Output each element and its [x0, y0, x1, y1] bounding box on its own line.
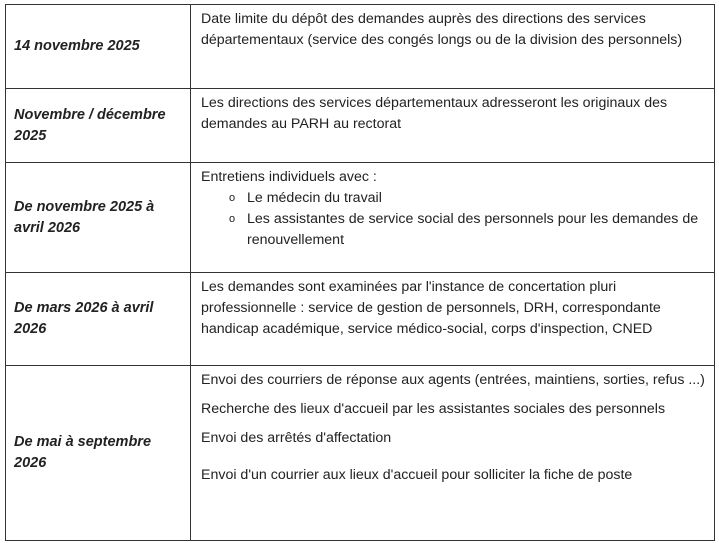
list-item — [229, 188, 706, 209]
table-row — [6, 273, 715, 366]
row-description: Les directions des services départementaux adresseront les originaux des demandes au PARH au rectorat — [191, 89, 715, 163]
bullet-list — [201, 188, 706, 251]
calendar-table — [5, 4, 715, 541]
paragraph: Envoi des arrêtés d'affectation — [201, 430, 392, 446]
bullet-icon: o — [229, 213, 236, 225]
table-row — [6, 5, 715, 89]
row-description: Date limite du dépôt des demandes auprès des directions des services départementaux (service des congés longs ou de la division des personnels) — [191, 5, 715, 89]
row-date: Novembre / décembre 2025 — [6, 89, 191, 163]
table-row — [6, 366, 715, 541]
row-intro: Entretiens individuels avec : — [201, 169, 377, 185]
row-description: Les demandes sont examinées par l'instance de concertation pluri professionnelle : service de gestion de personnels, DRH, correspondante handicap académique, service médico-social, corps d'inspection, CNED — [191, 273, 715, 366]
row-date: De mars 2026 à avril 2026 — [6, 273, 191, 366]
list-item-text: Les assistantes de service social des personnels pour les demandes de renouvellement — [247, 211, 699, 248]
row-description — [191, 366, 715, 541]
bullet-icon: o — [229, 192, 236, 204]
row-description — [191, 163, 715, 273]
table-row — [6, 163, 715, 273]
row-date: De novembre 2025 à avril 2026 — [6, 163, 191, 273]
paragraph: Envoi des courriers de réponse aux agents (entrées, maintiens, sorties, refus ...) — [201, 372, 705, 388]
list-item-text: Le médecin du travail — [247, 190, 382, 206]
paragraph: Envoi d'un courrier aux lieux d'accueil pour solliciter la fiche de poste — [201, 467, 633, 483]
paragraph: Recherche des lieux d'accueil par les assistantes sociales des personnels — [201, 401, 666, 417]
row-date: 14 novembre 2025 — [6, 5, 191, 89]
list-item — [229, 209, 706, 251]
row-date: De mai à septembre 2026 — [6, 366, 191, 541]
table-row — [6, 89, 715, 163]
